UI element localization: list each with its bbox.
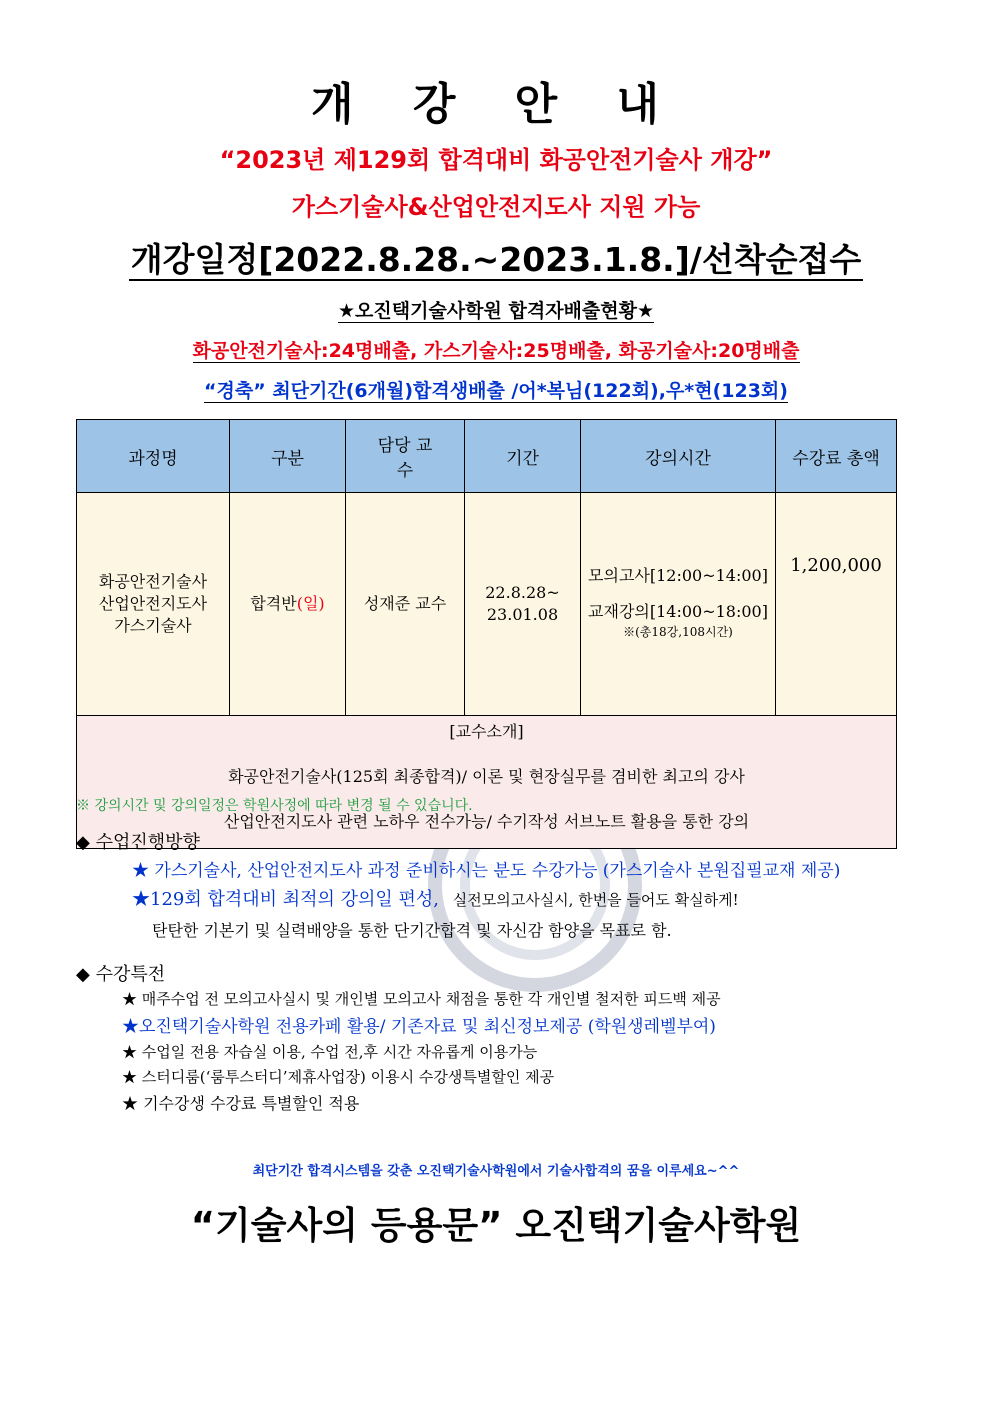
progress-item2-blue: ★129회 합격대비 최적의 강의일 편성,	[132, 889, 440, 910]
stats-fastest-text: “경축” 최단기간(6개월)합격생배출 /어*복님(122회),우*현(123회)	[204, 380, 788, 402]
header-fee: 수강료 총액	[776, 420, 897, 493]
header-professor: 담당 교수	[346, 420, 465, 493]
stats-results	[0, 336, 992, 363]
progress-item	[132, 885, 739, 911]
class-day: (일)	[296, 594, 325, 613]
header-period: 기간	[465, 420, 581, 493]
schedule-change-notice: ※ 강의시간 및 강의일정은 학원사정에 따라 변경 될 수 있습니다.	[76, 798, 473, 814]
benefits-heading: ◆ 수강특전	[76, 964, 166, 985]
intro-line: 산업안전지도사 관련 노하우 전수가능/ 수기작성 서브노트 활용을 통한 강의	[223, 811, 750, 831]
cell-lecture-time	[581, 493, 776, 716]
period-start: 22.8.28~	[485, 583, 560, 602]
header-course: 과정명	[77, 420, 230, 493]
stats-results-text: 화공안전기술사:24명배출, 가스기술사:25명배출, 화공기술사:20명배출	[192, 340, 800, 362]
schedule-text: 개강일정[2022.8.28.~2023.1.8.]/선착순접수	[130, 240, 862, 279]
cell-period	[465, 493, 581, 716]
intro-heading: [교수소개]	[449, 721, 524, 741]
intro-line: 화공안전기술사(125회 최종합격)/ 이론 및 현장실무를 겸비한 최고의 강사	[228, 766, 745, 786]
lecture-mock: 모의고사[12:00~14:00]	[588, 566, 768, 585]
cell-type	[230, 493, 346, 716]
stats-heading	[0, 296, 992, 323]
course-line: 가스기술사	[114, 616, 192, 635]
course-line: 산업안전지도사	[98, 594, 208, 613]
benefit-item: ★오진택기술사학원 전용카페 활용/ 기존자료 및 최신정보제공 (학원생레벨부여)	[122, 1017, 716, 1037]
cell-course	[77, 493, 230, 716]
footer-slogan: 최단기간 합격시스템을 갖춘 오진택기술사학원에서 기술사합격의 꿈을 이루세요~^^	[252, 1164, 740, 1179]
cell-fee: 1,200,000	[776, 493, 897, 716]
header-lecture-time: 강의시간	[581, 420, 776, 493]
benefit-item: ★ 기수강생 수강료 특별할인 적용	[122, 1094, 360, 1113]
benefit-item: ★ 매주수업 전 모의고사실시 및 개인별 모의고사 채점을 통한 각 개인별 철저한 피드백 제공	[122, 990, 721, 1008]
footer-brand: “기술사의 등용문” 오진택기술사학원	[190, 1204, 802, 1247]
table-header-row	[77, 420, 897, 493]
page-title: 개 강 안 내	[311, 79, 681, 130]
progress-item: 탄탄한 기본기 및 실력배양을 통한 단기간합격 및 자신감 함양을 목표로 함.	[152, 921, 672, 940]
lecture-text: 교재강의[14:00~18:00]	[588, 602, 768, 621]
schedule-heading	[0, 234, 992, 281]
cell-professor: 성재준 교수	[346, 493, 465, 716]
progress-item2-black: 실전모의고사실시, 한번을 들어도 확실하게!	[452, 891, 739, 909]
benefit-item: ★ 스터디룸(‘룸투스터디’제휴사업장) 이용시 수강생특별할인 제공	[122, 1068, 555, 1086]
class-type: 합격반	[250, 594, 297, 613]
table-row	[77, 493, 897, 716]
course-table	[76, 419, 897, 849]
course-line: 화공안전기술사	[98, 572, 208, 591]
period-end: 23.01.08	[486, 605, 559, 624]
stats-heading-text: ★오진택기술사학원 합격자배출현황★	[338, 300, 654, 322]
stats-fastest	[0, 376, 992, 403]
lecture-total: ※(총18강,108시간)	[623, 625, 733, 639]
benefit-item: ★ 수업일 전용 자습실 이용, 수업 전,후 시간 자유롭게 이용가능	[122, 1043, 538, 1061]
subtitle-eligibility: 가스기술사&산업안전지도사 지원 가능	[291, 193, 701, 221]
progress-item: ★ 가스기술사, 산업안전지도사 과정 준비하시는 분도 수강가능 (가스기술사 본원집필교재 제공)	[132, 861, 841, 881]
progress-heading: ◆ 수업진행방향	[76, 832, 200, 853]
header-type: 구분	[230, 420, 346, 493]
subtitle-course: “2023년 제129회 합격대비 화공안전기술사 개강”	[219, 146, 773, 174]
